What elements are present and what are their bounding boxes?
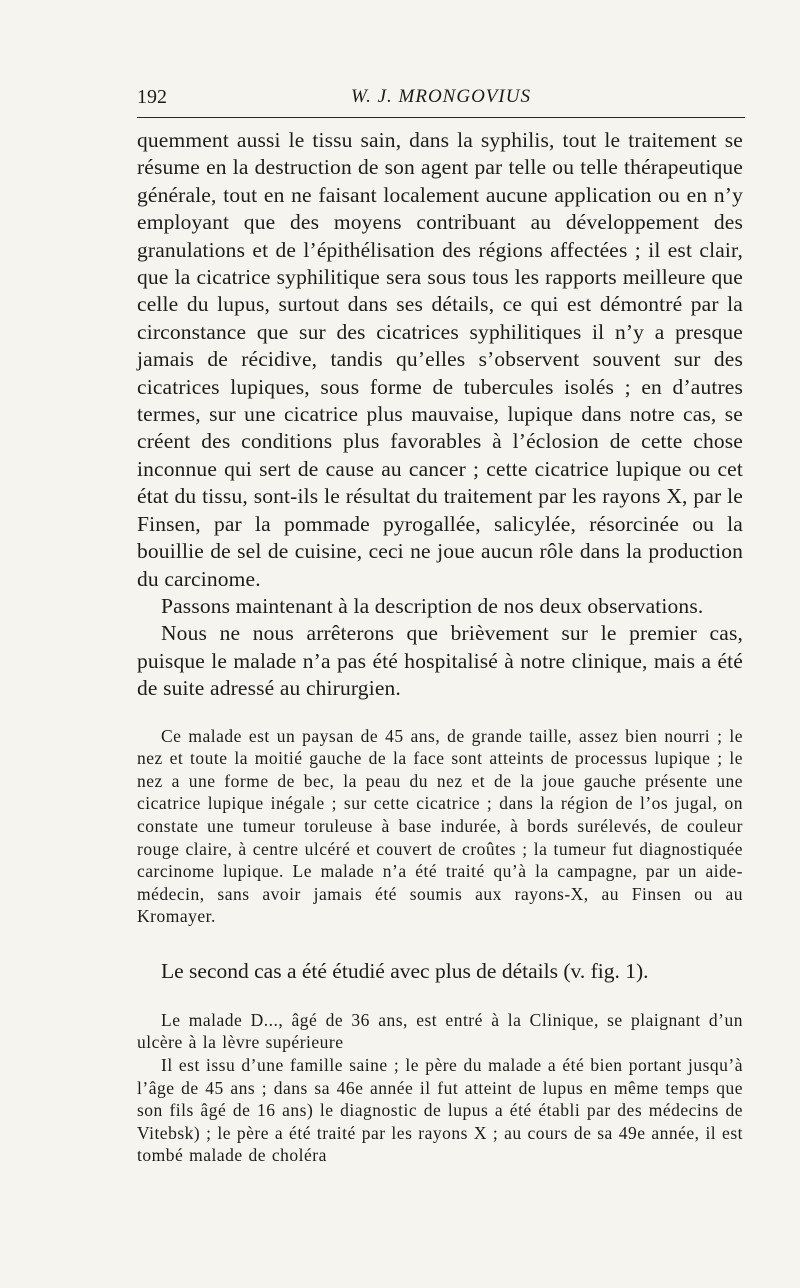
paragraph: quemment aussi le tissu sain, dans la syphilis, tout le traitement se résume en la destruction de son agent par telle ou telle thérapeutique générale, tout en ne faisant localement aucune application ou en n’y employant que des moyens contribuant au développement des granulations et de l’épithélisation des régions affectées ; il est clair, que la cicatrice syphilitique sera sous tous les rapports meilleure que celle du lupus, surtout dans ses détails, ce qui est démontré par la circonstance que sur des cicatrices syphilitiques il n’y a presque jamais de récidive, tandis qu’elles s’observent souvent sur des cicatrices lupiques, sous forme de tubercules isolés ; en d’autres termes, sur une cicatrice plus mauvaise, lupique dans notre cas, se créent des conditions plus favorables à l’éclosion de cette chose inconnue qui sert de cause au cancer ; cette cicatrice lupique ou cet état du tissu, sont-ils le résultat du traitement par les rayons X, par le Finsen, par la pommade pyrogallée, salicylée, résorcinée ou la bouillie de sel de cuisine, ceci ne joue aucun rôle dans la production du carcinome. <box>137 128 743 591</box>
paragraph: Nous ne nous arrêterons que brièvement sur le premier cas, puisque le malade n’a pas été hospitalisé à notre clinique, mais a été de suite adressé au chirurgien. <box>137 621 743 701</box>
page-header <box>137 86 745 112</box>
paragraph: Il est issu d’une famille saine ; le père du malade a été bien portant jusqu’à l’âge de 45 ans ; dans sa 46e année il fut atteint de lupus en même temps que son fils âgé de 16 ans) le diagnostic de lupus a été établi par des médecins de Vitebsk) ; le père a été traité par les rayons X ; au cours de sa 49e année, il est tombé malade de choléra <box>137 1055 743 1166</box>
main-text <box>137 127 743 703</box>
header-rule <box>137 117 745 118</box>
case-history <box>137 1009 743 1167</box>
paragraph: Passons maintenant à la description de nos deux observations. <box>161 593 704 618</box>
paragraph: Le malade D..., âgé de 36 ans, est entré à la Clinique, se plaignant d’un ulcère à la lèvre supérieure <box>137 1009 743 1053</box>
running-title: W. J. MRONGOVIUS <box>351 86 531 107</box>
case-description <box>137 725 743 928</box>
paragraph: Ce malade est un paysan de 45 ans, de grande taille, assez bien nourri ; le nez et toute la moitié gauche de la face sont atteints de processus lupique ; le nez a une forme de bec, la peau du nez et de la joue gauche présente une cicatrice lupique inégale ; sur cette cicatrice ; dans la région de l’os jugal, on constate une tumeur toruleuse à base indurée, à bords surélevés, de couleur rouge claire, à centre ulcéré et couvert de croûtes ; la tumeur fut diagnostiquée carcinome lupique. Le malade n’a été traité qu’à la campagne, par un aide-médecin, sans avoir jamais été soumis aux rayons-X, au Finsen ou au Kromayer. <box>137 725 743 927</box>
page-body <box>137 127 743 1167</box>
page-number: 192 <box>137 86 167 108</box>
section-sentence: Le second cas a été étudié avec plus de détails (v. fig. 1). <box>161 958 649 983</box>
